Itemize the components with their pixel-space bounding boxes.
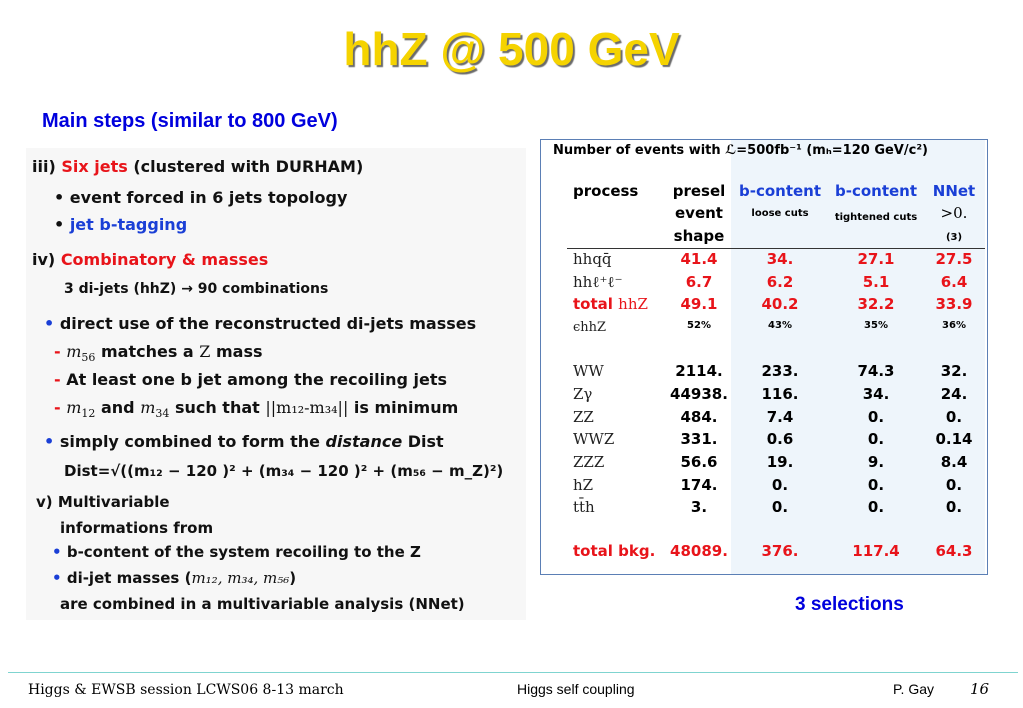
footer-author: P. Gay (893, 681, 934, 697)
step-v: v) Multivariable (36, 493, 170, 511)
slide-title: hhZ @ 500 GeV (343, 23, 680, 75)
footer-topic: Higgs self coupling (517, 681, 635, 697)
table-row-total-bkg: total bkg. 48089. 376. 117.4 64.3 (573, 542, 973, 560)
header-loose-cuts: loose cuts (751, 208, 809, 219)
header-separator (567, 248, 985, 249)
events-table (540, 139, 988, 575)
step-iv: iv) Combinatory & masses (32, 250, 269, 269)
footer-divider (8, 672, 1018, 673)
table-row: hhℓ⁺ℓ⁻ 6.7 6.2 5.1 6.4 (573, 273, 968, 291)
dist-formula: Dist=√((m₁₂ − 120 )² + (m₃₄ − 120 )² + (m₅₆ − m_Z)²) (64, 462, 504, 480)
header-presel-3: shape (673, 227, 725, 245)
step-v-bullet-1: • b-content of the system recoiling to the Z (52, 543, 421, 561)
step-iii-bullet-1: • event forced in 6 jets topology (54, 188, 348, 207)
table-row: ZZZ 56.6 19. 9. 8.4 (573, 453, 968, 471)
table-row: Zγ 44938. 116. 34. 24. (573, 385, 968, 403)
header-presel-1: presel (672, 182, 726, 200)
header-nnet-sub: (3) (945, 232, 963, 243)
selections-label: 3 selections (795, 594, 904, 615)
footer-session: Higgs & EWSB session LCWS06 8-13 march (28, 682, 344, 698)
header-bcontent-tight: b-content (834, 182, 918, 200)
header-nnet-cut: >0. (940, 204, 968, 222)
step-iv-combinations: 3 di-jets (hhZ) → 90 combinations (64, 281, 329, 297)
step-v-bullet-2: • di-jet masses (m₁₂, m₃₄, m₅₆) (52, 569, 297, 587)
header-process: process (573, 182, 639, 200)
table-row: ZZ 484. 7.4 0. 0. (573, 408, 963, 426)
header-presel-2: event (675, 204, 723, 222)
table-row: tt̄h 3. 0. 0. 0. (573, 498, 963, 516)
step-iv-bjet: - At least one b jet among the recoiling jets (54, 370, 448, 389)
table-row: WWZ 331. 0.6 0. 0.14 (573, 430, 973, 448)
step-iv-distance: • simply combined to form the distance Dist (44, 432, 444, 451)
header-tightened-cuts: tightened cuts (834, 212, 918, 223)
table-row: hZ 174. 0. 0. 0. (573, 476, 963, 494)
table-row: total hhZ 49.1 40.2 32.2 33.9 (573, 295, 973, 313)
table-row: ϵhhZ 52% 43% 35% 36% (573, 320, 966, 335)
step-iv-minimum: - $m_{12}$ and $m_{34}$ such that ||m₁₂-m₃₄|| is minimum (54, 398, 459, 421)
table-row: WW 2114. 233. 74.3 32. (573, 362, 968, 380)
slide-subtitle: Main steps (similar to 800 GeV) (42, 110, 338, 132)
header-nnet: NNet (932, 182, 976, 200)
step-iv-direct: • direct use of the reconstructed di-jets masses (44, 314, 477, 333)
step-iv-m56: - $m_{56}$ matches a Z mass (54, 342, 263, 365)
header-bcontent-loose: b-content (738, 182, 822, 200)
step-v-nnet: are combined in a multivariable analysis (NNet) (60, 595, 465, 613)
table-caption: Number of events with ℒ=500fb⁻¹ (mₕ=120 GeV/c²) (553, 143, 928, 158)
step-v-info: informations from (60, 519, 214, 537)
table-row: hhqq̄ 41.4 34. 27.1 27.5 (573, 250, 973, 268)
step-iii: iii) Six jets (clustered with DURHAM) (32, 157, 364, 176)
page-number: 16 (970, 680, 990, 698)
step-iii-bullet-2: • jet b-tagging (54, 215, 188, 234)
